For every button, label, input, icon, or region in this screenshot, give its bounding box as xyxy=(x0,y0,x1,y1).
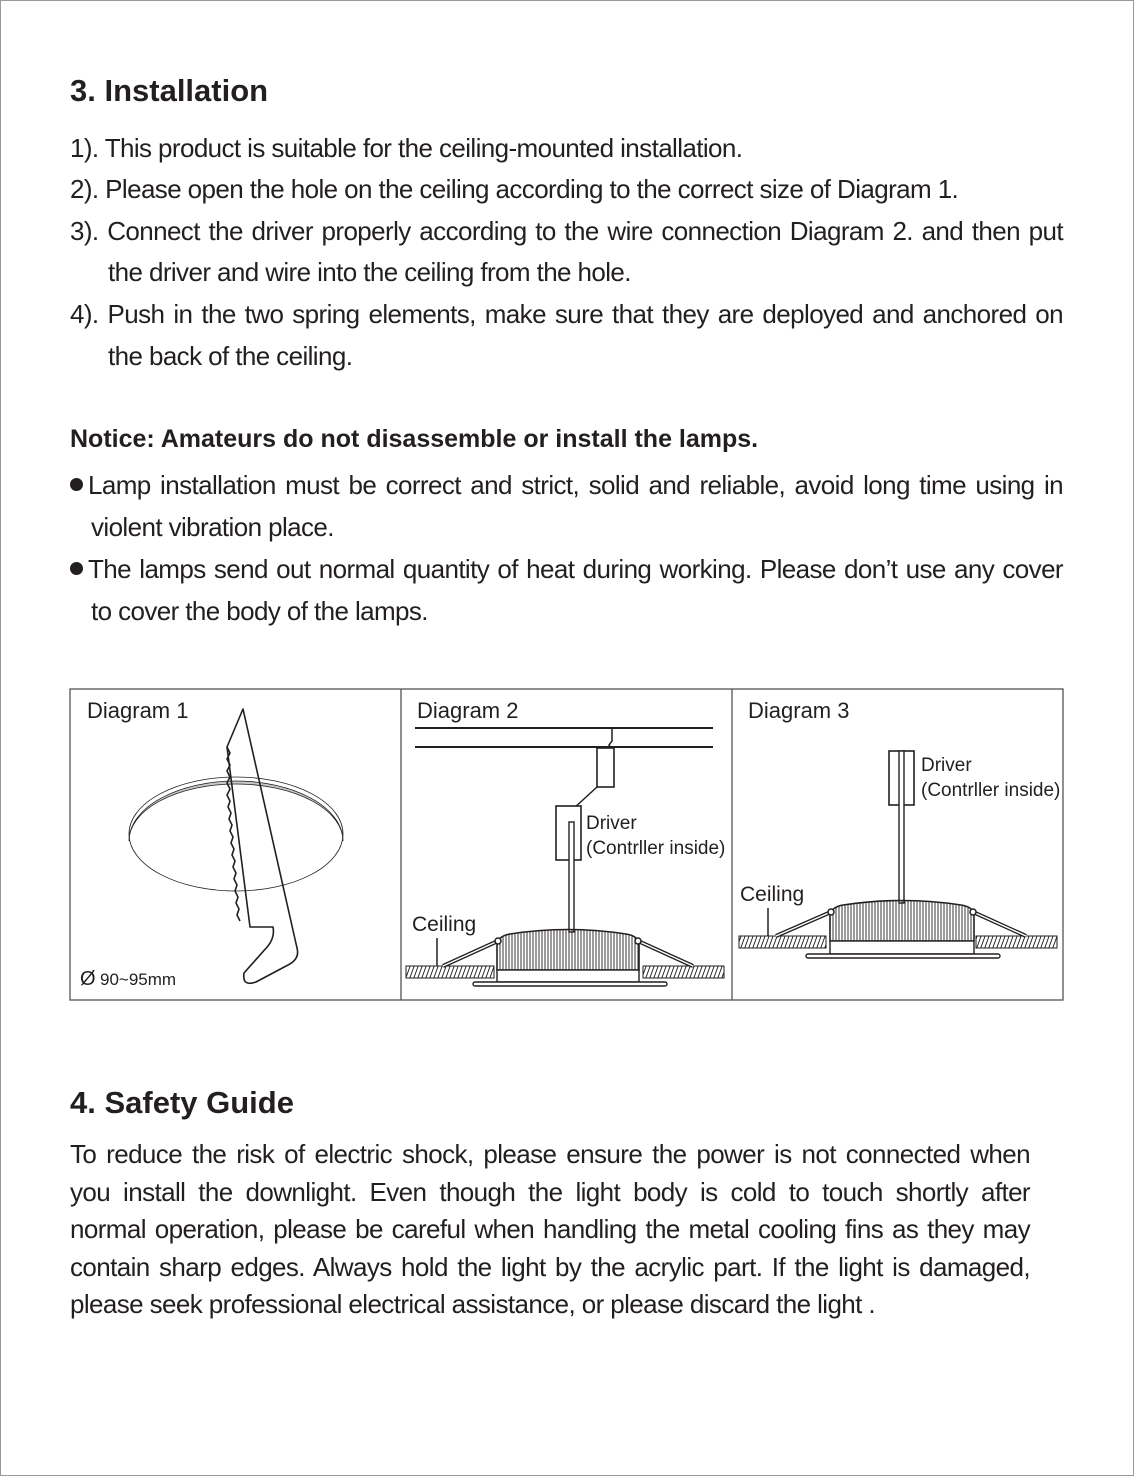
diagram-2 xyxy=(406,698,725,986)
safety-line: please seek professional electrical assistance, or please discard the light . xyxy=(70,1289,876,1319)
diameter-symbol: Ø xyxy=(80,968,96,990)
notice-heading: Notice: Amateurs do not disassemble or install the lamps. xyxy=(70,425,759,453)
installation-heading: 3. Installation xyxy=(70,73,269,108)
saw-icon xyxy=(227,709,298,983)
junction-box-icon xyxy=(597,748,614,787)
safety-paragraph xyxy=(70,1136,1030,1324)
installation-step-2: 2). Please open the hole on the ceiling according to the correct size of Diagram 1. xyxy=(70,174,959,204)
installation-step-1: 1). This product is suitable for the ceiling-mounted installation. xyxy=(70,133,743,163)
diagram-3-title: Diagram 3 xyxy=(748,698,850,723)
notice-bullet-text: The lamps send out normal quantity of heat during working. Please don’t use any cover xyxy=(88,554,1063,584)
notice-bullet-text: Lamp installation must be correct and strict, solid and reliable, avoid long time using in xyxy=(88,470,1063,500)
hole-size-label: 90~95mm xyxy=(100,970,177,989)
installation-step-4: 4). Push in the two spring elements, make sure that they are deployed and anchored on xyxy=(70,299,1063,329)
diagram-2-title: Diagram 2 xyxy=(417,698,519,723)
bullet-icon xyxy=(70,478,83,491)
installation-step-3-cont: the driver and wire into the ceiling from the hole. xyxy=(108,257,631,287)
driver-note: (Contrller inside) xyxy=(586,838,726,859)
installation-step-4-cont: the back of the ceiling. xyxy=(108,341,353,371)
driver-note: (Contrller inside) xyxy=(921,780,1061,801)
safety-line: you install the downlight. Even though the light body is cold to touch shortly after xyxy=(70,1176,1030,1207)
safety-line: contain sharp edges. Always hold the light by the acrylic part. If the light is damaged, xyxy=(70,1251,1030,1282)
driver-label: Driver xyxy=(921,755,972,776)
safety-line: To reduce the risk of electric shock, please ensure the power is not connected when xyxy=(70,1139,1030,1169)
ceiling-label: Ceiling xyxy=(740,883,805,906)
notice-bullet-1 xyxy=(70,470,1063,500)
installation-step-3: 3). Connect the driver properly according to the wire connection Diagram 2. and then put xyxy=(70,216,1063,246)
installation-diagrams xyxy=(69,688,1065,1002)
safety-heading: 4. Safety Guide xyxy=(70,1085,294,1120)
ceiling-label: Ceiling xyxy=(412,913,477,936)
downlight-icon xyxy=(739,901,1057,959)
diagram-1 xyxy=(80,698,343,990)
bullet-icon xyxy=(70,562,83,575)
safety-line: normal operation, please be careful when handling the metal cooling fins as they may xyxy=(70,1214,1030,1244)
notice-bullet-2-cont: to cover the body of the lamps. xyxy=(91,596,428,626)
driver-label: Driver xyxy=(586,813,637,834)
diagram-1-title: Diagram 1 xyxy=(87,698,189,723)
notice-bullet-2 xyxy=(70,554,1063,584)
notice-bullet-1-cont: violent vibration place. xyxy=(91,512,334,542)
diagram-3 xyxy=(739,698,1060,958)
downlight-icon xyxy=(406,930,724,987)
